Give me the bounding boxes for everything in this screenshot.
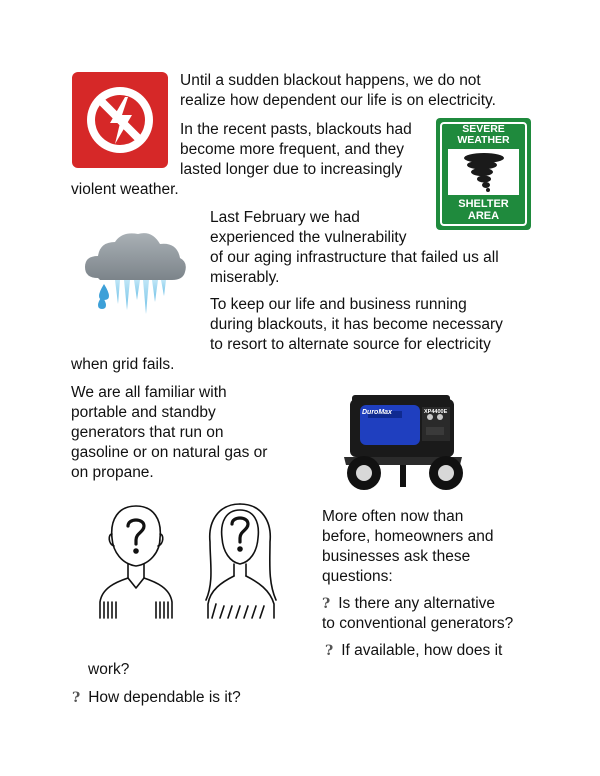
generator-brand: DuroMax bbox=[362, 409, 392, 416]
text-line: More often now than bbox=[322, 508, 464, 525]
text-line: To keep our life and business running bbox=[210, 296, 467, 313]
shelter-sign bbox=[436, 118, 531, 230]
text-line: before, homeowners and bbox=[322, 528, 494, 545]
text-line: questions: bbox=[322, 568, 393, 585]
text-line: during blackouts, it has become necessary bbox=[210, 316, 503, 333]
text-line: Last February we had bbox=[210, 209, 360, 226]
generator-model: XP4400E bbox=[424, 409, 448, 415]
question-mark-icon: ? bbox=[72, 690, 81, 706]
sign-text: WEATHER bbox=[457, 134, 510, 146]
question-mark-icon: ? bbox=[322, 596, 331, 612]
text-line: experienced the vulnerability bbox=[210, 229, 407, 246]
text-line: generators that run on bbox=[71, 424, 224, 441]
text-line: lasted longer due to increasingly bbox=[180, 161, 403, 178]
question-line bbox=[322, 594, 495, 615]
text-line: to resort to alternate source for electricity bbox=[210, 336, 491, 353]
text-line: miserably. bbox=[210, 269, 280, 286]
ice-storm-cloud-icon bbox=[80, 228, 190, 318]
portable-generator-icon bbox=[338, 385, 470, 497]
text-line: violent weather. bbox=[71, 181, 179, 198]
question-mark-icon: ? bbox=[325, 643, 334, 659]
text-line: We are all familiar with bbox=[71, 384, 227, 401]
question-text: to conventional generators? bbox=[322, 615, 514, 632]
text-line: In the recent pasts, blackouts had bbox=[180, 121, 412, 138]
text-line: realize how dependent our life is on electricity. bbox=[180, 92, 496, 109]
text-line: on propane. bbox=[71, 464, 154, 481]
text-line: Until a sudden blackout happens, we do not bbox=[180, 72, 481, 89]
text-line: businesses ask these bbox=[322, 548, 471, 565]
question-text: How dependable is it? bbox=[88, 689, 241, 706]
text-line: of our aging infrastructure that failed us all bbox=[210, 249, 499, 266]
text-line: portable and standby bbox=[71, 404, 216, 421]
man-figure bbox=[100, 506, 172, 618]
question-text: If available, how does it bbox=[341, 642, 503, 659]
sign-title bbox=[436, 124, 531, 146]
text-line: gasoline or on natural gas or bbox=[71, 444, 268, 461]
question-mark-people-icon bbox=[88, 498, 310, 622]
sign-text: AREA bbox=[467, 210, 500, 222]
text-line: become more frequent, and they bbox=[180, 141, 405, 158]
no-electricity-icon bbox=[72, 72, 168, 168]
question-text: work? bbox=[88, 661, 130, 678]
sign-subtitle bbox=[436, 198, 531, 222]
woman-figure bbox=[206, 504, 276, 618]
text-line: when grid fails. bbox=[71, 356, 175, 373]
sign-text: SHELTER bbox=[458, 198, 509, 210]
sign-text: SEVERE bbox=[462, 123, 505, 135]
question-line bbox=[325, 641, 502, 662]
question-line bbox=[72, 688, 241, 709]
question-text: Is there any alternative bbox=[338, 595, 496, 612]
